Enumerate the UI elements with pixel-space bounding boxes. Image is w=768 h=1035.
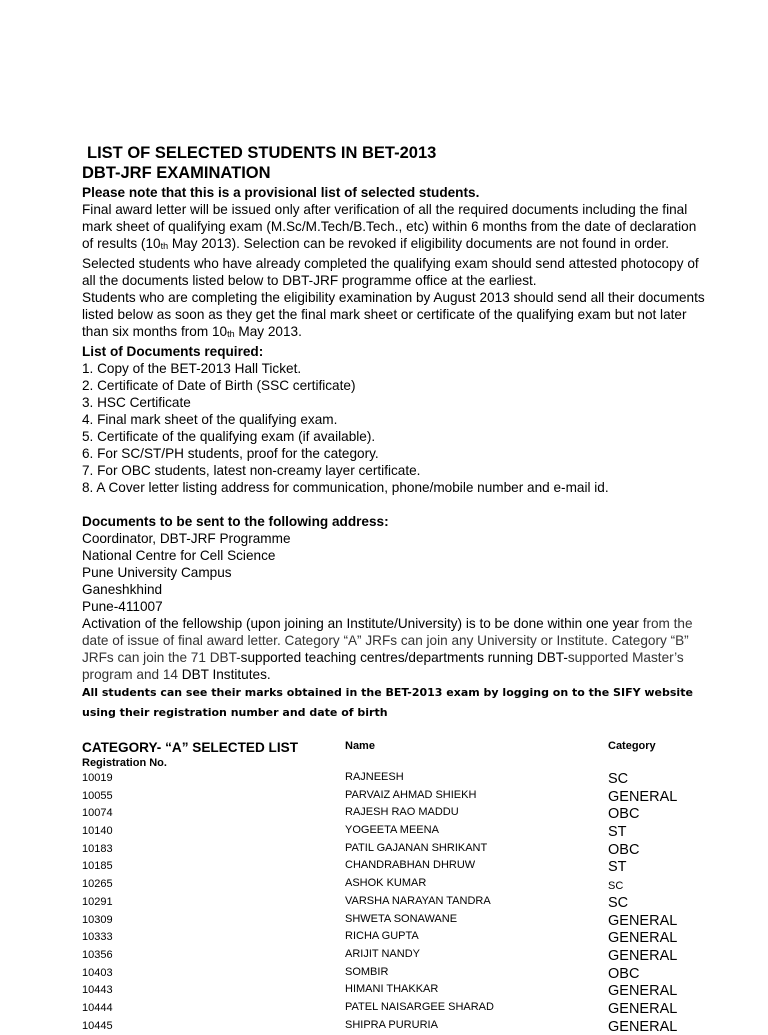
student-name: ARIJIT NANDY bbox=[345, 947, 420, 960]
student-name: HIMANI THAKKAR bbox=[345, 983, 439, 996]
address-line: National Centre for Cell Science bbox=[82, 548, 276, 563]
registration-number: 10444 bbox=[82, 1001, 113, 1014]
activation-paragraph bbox=[82, 615, 707, 683]
table-rows bbox=[82, 770, 722, 1035]
table-row bbox=[82, 876, 722, 894]
address-line: Pune University Campus bbox=[82, 565, 232, 580]
activation-text-end: DBT Institutes. bbox=[181, 667, 271, 682]
student-name: CHANDRABHAN DHRUW bbox=[345, 859, 476, 872]
documents-heading: List of Documents required: bbox=[82, 344, 264, 359]
award-letter-text-end: May 2013). Selection can be revoked if eligibility documents are not found in order. bbox=[168, 236, 670, 251]
student-name: RICHA GUPTA bbox=[345, 930, 419, 943]
document-item: 4. Final mark sheet of the qualifying exam. bbox=[82, 412, 338, 427]
address-line: Pune-411007 bbox=[82, 599, 163, 614]
title-line-1: LIST OF SELECTED STUDENTS IN BET-2013 bbox=[87, 144, 437, 162]
table-row bbox=[82, 894, 722, 912]
document-item: 6. For SC/ST/PH students, proof for the category. bbox=[82, 446, 379, 461]
category-title: CATEGORY- “A” SELECTED LIST bbox=[82, 740, 298, 755]
document-body bbox=[82, 184, 707, 723]
award-letter-ordinal: th bbox=[160, 241, 169, 251]
table-row bbox=[82, 929, 722, 947]
student-category: OBC bbox=[608, 841, 640, 858]
student-category: GENERAL bbox=[608, 947, 678, 964]
table-row bbox=[82, 841, 722, 859]
student-category: SC bbox=[608, 771, 629, 787]
table-row bbox=[82, 805, 722, 823]
column-header-category: Category bbox=[608, 740, 656, 752]
registration-number: 10019 bbox=[82, 772, 113, 784]
table-row bbox=[82, 1000, 722, 1018]
document-item: 3. HSC Certificate bbox=[82, 395, 191, 410]
student-name: ASHOK KUMAR bbox=[345, 877, 427, 890]
table-row bbox=[82, 982, 722, 1000]
student-category: GENERAL bbox=[608, 1000, 678, 1017]
registration-number: 10140 bbox=[82, 825, 113, 838]
student-category: GENERAL bbox=[608, 1018, 678, 1035]
award-letter-text: Final award letter will be issued only after verification of all the required documents including the final mark sheet of qualifying exam (M.Sc/M.Tech/B.Tech., etc) within 6 months from the date of declaration of results (10 bbox=[82, 202, 697, 251]
student-category: ST bbox=[608, 859, 627, 876]
completing-students-text-end: May 2013. bbox=[234, 324, 302, 339]
address-line: Ganeshkhind bbox=[82, 582, 163, 597]
registration-number: 10356 bbox=[82, 948, 113, 961]
registration-number: 10445 bbox=[82, 1019, 113, 1032]
title-line-2: DBT-JRF EXAMINATION bbox=[82, 164, 271, 182]
completed-students-paragraph: Selected students who have already completed the qualifying exam should send attested photocopy of all the documents listed below to DBT-JRF programme office at the earliest. bbox=[82, 256, 699, 288]
registration-number: 10185 bbox=[82, 860, 113, 873]
document-item: 5. Certificate of the qualifying exam (if available). bbox=[82, 429, 376, 444]
table-row bbox=[82, 912, 722, 930]
activation-text-light: from the date of issue of final award letter. Category “A” JRFs can join any University or Institute. Category “B” JRFs can join the 71 DBT- bbox=[82, 616, 693, 665]
student-name: VARSHA NARAYAN TANDRA bbox=[345, 894, 491, 907]
registration-number: 10055 bbox=[82, 789, 113, 802]
column-header-registration: Registration No. bbox=[82, 757, 167, 769]
activation-text-2: supported teaching centres/departments running DBT- bbox=[240, 650, 568, 665]
student-name: RAJNEESH bbox=[345, 771, 404, 783]
table-row bbox=[82, 858, 722, 876]
marks-notice: All students can see their marks obtained in the BET-2013 exam by logging on to the SIFY website using their registration number and date of birth bbox=[82, 686, 693, 719]
registration-number: 10074 bbox=[82, 807, 113, 820]
student-category: GENERAL bbox=[608, 788, 678, 805]
student-name: PATEL NAISARGEE SHARAD bbox=[345, 1000, 494, 1013]
address-heading: Documents to be sent to the following address: bbox=[82, 514, 389, 529]
registration-number: 10403 bbox=[82, 966, 113, 979]
student-name: PARVAIZ AHMAD SHIEKH bbox=[345, 788, 477, 801]
address-line: Coordinator, DBT-JRF Programme bbox=[82, 531, 291, 546]
document-item: 1. Copy of the BET-2013 Hall Ticket. bbox=[82, 361, 302, 376]
table-row bbox=[82, 1018, 722, 1035]
completing-students-text: Students who are completing the eligibility examination by August 2013 should send all their documents listed below as soon as they get the final mark sheet or certificate of the qualifying exam but not later than six months from 10 bbox=[82, 290, 705, 339]
student-category: OBC bbox=[608, 965, 640, 982]
registration-number: 10291 bbox=[82, 895, 113, 908]
activation-text-light-2: supported Master’s program and 14 bbox=[82, 650, 684, 682]
student-name: RAJESH RAO MADDU bbox=[345, 806, 459, 819]
table-row bbox=[82, 770, 722, 788]
student-category: GENERAL bbox=[608, 930, 678, 947]
column-header-name: Name bbox=[345, 740, 375, 752]
document-item: 2. Certificate of Date of Birth (SSC certificate) bbox=[82, 378, 356, 393]
student-category: GENERAL bbox=[608, 912, 678, 929]
table-row bbox=[82, 947, 722, 965]
registration-number: 10265 bbox=[82, 878, 113, 891]
registration-number: 10183 bbox=[82, 842, 113, 855]
activation-text: Activation of the fellowship (upon joining an Institute/University) is to be done within one year bbox=[82, 616, 643, 631]
student-category: SC bbox=[608, 894, 629, 911]
table-row bbox=[82, 823, 722, 841]
student-name: YOGEETA MEENA bbox=[345, 824, 439, 837]
registration-number: 10443 bbox=[82, 984, 113, 997]
registration-number: 10333 bbox=[82, 931, 113, 944]
document-item: 8. A Cover letter listing address for communication, phone/mobile number and e-mail id. bbox=[82, 480, 609, 495]
award-letter-paragraph bbox=[82, 201, 707, 255]
student-name: PATIL GAJANAN SHRIKANT bbox=[345, 841, 488, 854]
completing-students-ordinal: th bbox=[227, 329, 235, 339]
student-category: ST bbox=[608, 824, 627, 841]
student-category: GENERAL bbox=[608, 983, 678, 1000]
student-name: SHIPRA PURURIA bbox=[345, 1018, 438, 1031]
registration-number: 10309 bbox=[82, 913, 113, 926]
student-category: SC bbox=[608, 880, 624, 893]
student-name: SHWETA SONAWANE bbox=[345, 912, 458, 925]
completing-students-paragraph bbox=[82, 289, 707, 343]
table-row bbox=[82, 965, 722, 983]
student-name: SOMBIR bbox=[345, 965, 389, 978]
table-row bbox=[82, 788, 722, 806]
student-category: OBC bbox=[608, 806, 640, 823]
document-item: 7. For OBC students, latest non-creamy layer certificate. bbox=[82, 463, 421, 478]
provisional-note: Please note that this is a provisional list of selected students. bbox=[82, 185, 480, 200]
